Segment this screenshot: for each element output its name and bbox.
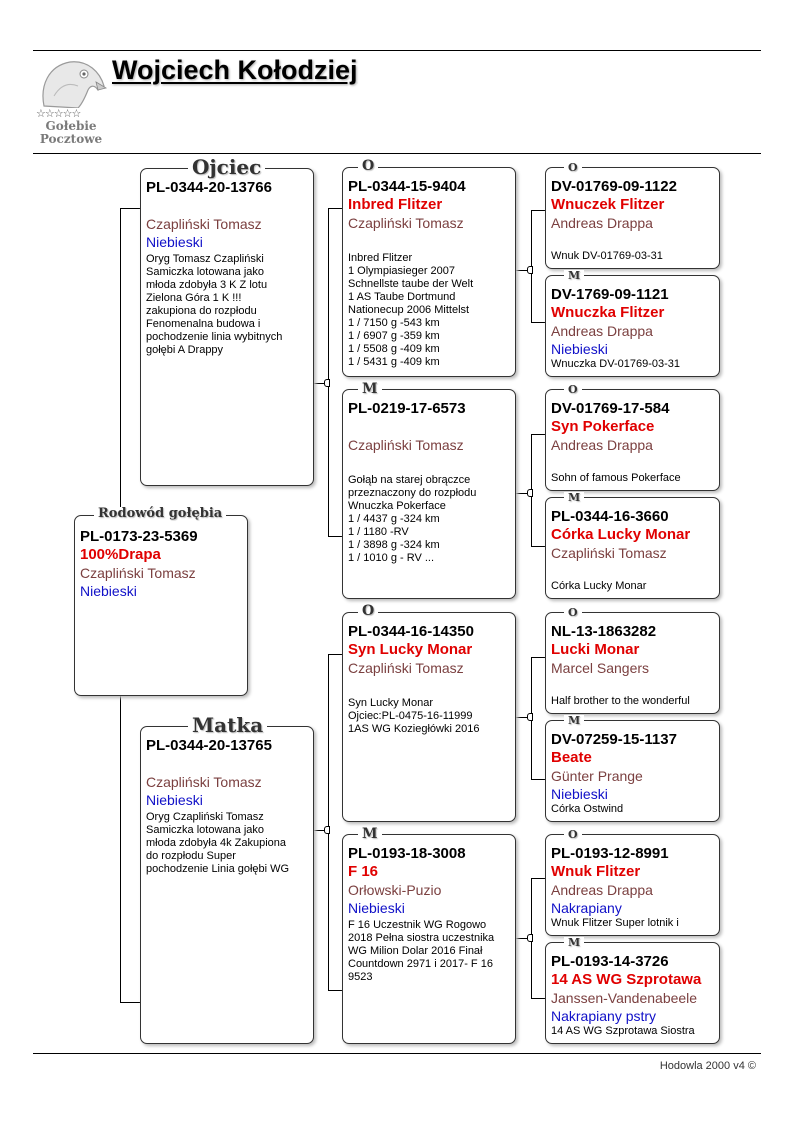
connector-ff-knob [527,266,533,274]
notes: F 16 Uczestnik WG Rogowo 2018 Pełna siostra uczestnika WG Milion Dolar 2016 Finał Countdown 2971 i 2017- F 16 9523 [348,919,495,983]
pigeon-card-ff[interactable] [342,167,516,377]
breeder: Andreas Drappa [551,215,653,231]
breeder: Czapliński Tomasz [348,215,464,231]
pigeon-card-fff[interactable] [545,167,720,269]
breeder: Janssen-Vandenabeele [551,990,698,1006]
ring-number: DV-01769-17-584 [551,400,670,417]
pigeon-name: Wnuczek Flitzer [551,196,665,213]
breeder: Czapliński Tomasz [146,774,262,790]
connector-mmf-stub [531,878,545,879]
pigeon-name: Wnuczka Flitzer [551,304,665,321]
connector-ffm-stub [531,322,545,323]
ring-number: DV-1769-09-1121 [551,286,669,303]
legend-father: Ojciec [188,157,265,177]
footer-credit: Hodowla 2000 v4 © [659,1060,756,1072]
pigeon-name: Córka Lucky Monar [551,526,691,543]
pigeon-color: Niebieski [551,786,608,802]
legend-mf: O [358,604,378,618]
header-rule [33,153,761,154]
legend-mff: O [564,607,582,618]
ring-number: PL-0193-14-3726 [551,953,669,970]
ring-number: PL-0193-18-3008 [348,845,466,862]
connector-fm-knob [527,489,533,497]
ring-number: PL-0193-12-8991 [551,845,669,862]
legend-fm: M [358,382,382,396]
pigeon-name: Syn Lucky Monar [348,641,473,658]
legend-fmf: O [564,384,582,395]
connector-mfm-stub [531,779,545,780]
connector-father-stub [120,208,140,209]
pigeon-name: Syn Pokerface [551,418,655,435]
legend-mfm: M [564,715,584,726]
pigeon-name: Wnuk Flitzer [551,863,641,880]
connector-mmm-stub [531,998,545,999]
notes: Gołąb na starej obrączce przeznaczony do rozpłodu Wnuczka Pokerface 1 / 4437 g -324 km 1 / 1180 -RV 1 / 3898 g -324 km 1 / 1010 g - RV ... [348,474,477,564]
notes: Córka Lucky Monar [551,580,647,592]
notes: Wnuczka DV-01769-03-31 [551,358,681,370]
pigeon-card-mmf[interactable] [545,834,720,936]
notes: Oryg Czapliński Tomasz Samiczka lotowana jako młoda zdobyła 4k Zakupiona do rozpłodu Super pochodzenie Linia gołębi WG [146,811,290,875]
pigeon-card-mmm[interactable] [545,942,720,1044]
ring-number: DV-01769-09-1122 [551,178,677,195]
legend-fmm: M [564,492,584,503]
pigeon-card-father[interactable] [140,168,314,486]
pigeon-color: Nakrapiany pstry [551,1008,657,1024]
pigeon-card-mff[interactable] [545,612,720,714]
breeder: Czapliński Tomasz [348,437,464,453]
notes: Wnuk Flitzer Super lotnik i [551,917,679,929]
breeder: Orłowski-Puzio [348,882,442,898]
pigeon-card-fm[interactable] [342,389,516,599]
breeder: Czapliński Tomasz [146,216,262,232]
legend-mmf: O [564,829,582,840]
connector-mm-knob [527,934,533,942]
notes: Oryg Tomasz Czapliński Samiczka lotowana jako młoda zdobyła 3 K Z lotu Zielona Góra 1 K !!! zakupiona do rozpłodu Fenomenalna budowa i pochodzenie linia wybitnych gołębi A Drappy [146,253,283,356]
notes: Wnuk DV-01769-03-31 [551,250,663,262]
ring-number: PL-0344-16-3660 [551,508,669,525]
connector-mf-stub [328,654,342,655]
connector-fmm-stub [531,546,545,547]
legend-mother: Matka [188,715,267,735]
pigeon-card-mfm[interactable] [545,720,720,822]
pigeon-card-fmf[interactable] [545,389,720,491]
pigeon-color: Nakrapiany [551,900,622,916]
logo-stars: ☆☆☆☆☆ [36,108,81,120]
pigeon-color: Niebieski [80,583,137,599]
breeder: Marcel Sangers [551,660,650,676]
notes: Inbred Flitzer 1 Olympiasieger 2007 Schnellste taube der Welt 1 AS Taube Dortmund Nationecup 2006 Mittelst 1 / 7150 g -543 km 1 / 6907 g -359 km 1 / 5508 g -409 km 1 / 5431 g -409 km [348,252,474,368]
legend-ff: O [358,159,378,173]
breeder: Andreas Drappa [551,437,653,453]
pigeon-card-subject[interactable] [74,515,248,696]
connector-mff-stub [531,657,545,658]
footer-rule [33,1053,761,1054]
pigeon-name: Beate [551,749,592,766]
ring-number: PL-0219-17-6573 [348,400,466,417]
notes: 14 AS WG Szprotawa Siostra [551,1025,695,1037]
logo-text-line2: Pocztowe [39,132,103,146]
pigeon-card-mm[interactable] [342,834,516,1044]
connector-mother-stub [120,1002,140,1003]
pigeon-name: 14 AS WG Szprotawa [551,971,702,988]
breeder: Andreas Drappa [551,323,653,339]
notes: Half brother to the wonderful [551,695,690,707]
pigeon-color: Niebieski [348,900,405,916]
legend-subject: Rodowód gołębia [94,507,226,520]
notes: Syn Lucky Monar Ojciec:PL-0475-16-11999 1AS WG Koziegłówki 2016 [348,697,480,735]
connector-fff-stub [531,210,545,211]
pigeon-head-icon [34,56,108,108]
pigeon-name: F 16 [348,863,379,880]
ring-number: PL-0344-16-14350 [348,623,474,640]
pigeon-color: Niebieski [146,792,203,808]
ring-number: NL-13-1863282 [551,623,657,640]
pigeon-card-fmm[interactable] [545,497,720,599]
breeder: Czapliński Tomasz [551,545,667,561]
breeder: Czapliński Tomasz [348,660,464,676]
connector-mother-bracket [328,654,329,990]
ring-number: PL-0344-20-13765 [146,737,272,754]
pigeon-card-ffm[interactable] [545,275,720,377]
connector-father-knob [324,379,330,387]
ring-number: PL-0344-20-13766 [146,179,272,196]
legend-ffm: M [564,270,584,281]
legend-mm: M [358,827,382,841]
top-rule [33,50,761,51]
connector-fm-stub [328,536,342,537]
ring-number: PL-0344-15-9404 [348,178,466,195]
pigeon-name: 100%Drapa [80,546,161,563]
notes: Sohn of famous Pokerface [551,472,681,484]
ring-number: PL-0173-23-5369 [80,528,198,545]
notes: Córka Ostwind [551,803,624,815]
connector-mm-stub [328,990,342,991]
connector-father-bracket [328,208,329,536]
pigeon-card-mother[interactable] [140,726,314,1044]
logo [34,56,108,148]
owner-name: Wojciech Kołodziej [112,55,358,85]
pigeon-name: Lucki Monar [551,641,640,658]
pigeon-color: Niebieski [551,341,608,357]
logo-text-line1: Gołebie [45,119,97,133]
connector-fmf-stub [531,434,545,435]
pigeon-name: Inbred Flitzer [348,196,443,213]
pigeon-card-mf[interactable] [342,612,516,822]
breeder: Andreas Drappa [551,882,653,898]
connector-mother-knob [324,826,330,834]
legend-mmm: M [564,937,584,948]
breeder: Günter Prange [551,768,643,784]
connector-mf-knob [527,713,533,721]
connector-ff-stub [328,208,342,209]
ring-number: DV-07259-15-1137 [551,731,677,748]
legend-fff: O [564,162,582,173]
pigeon-color: Niebieski [146,234,203,250]
breeder: Czapliński Tomasz [80,565,196,581]
